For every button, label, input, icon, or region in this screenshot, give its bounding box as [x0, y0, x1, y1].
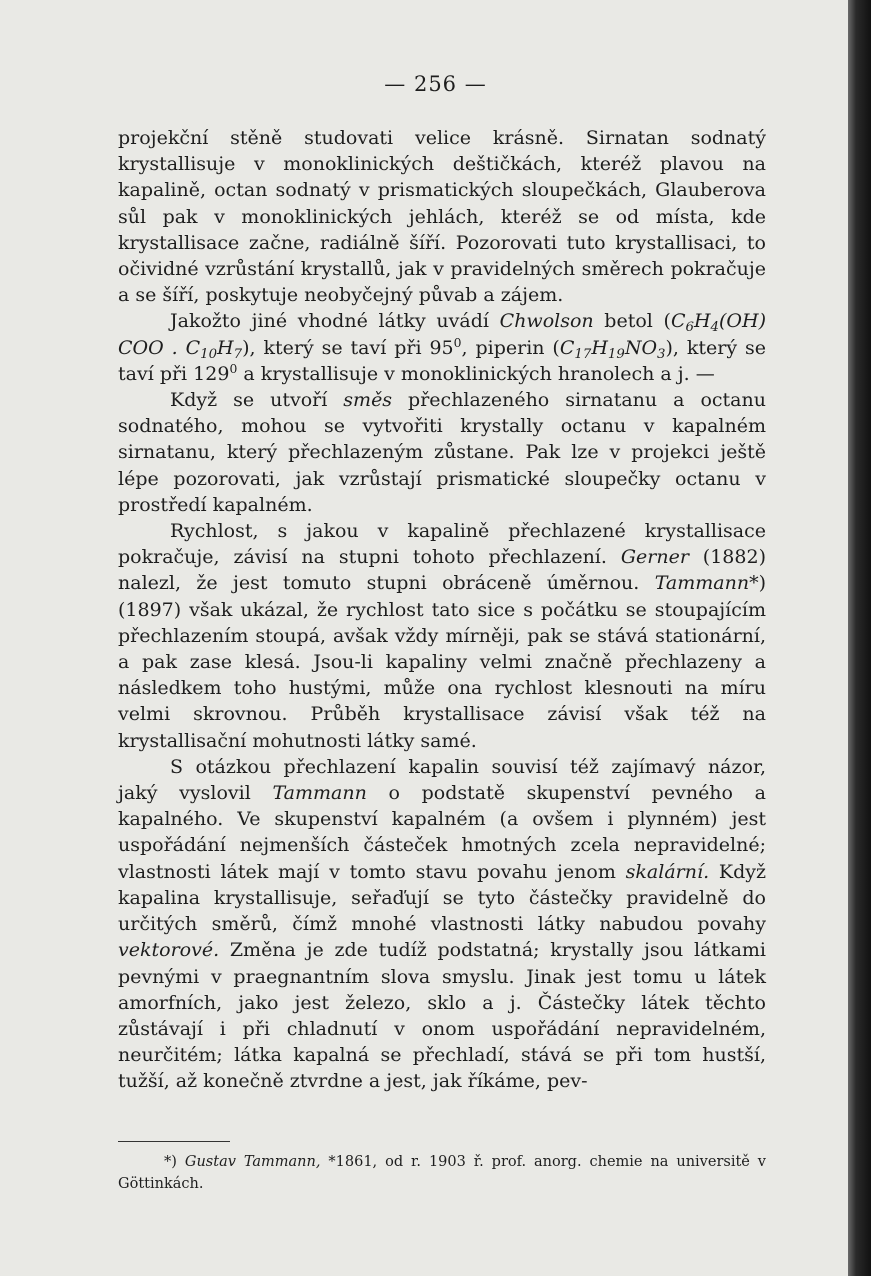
- paragraph-5: S otázkou přechlazení kapalin souvisí též zajímavý názor, jaký vyslovil Tammann o podstatě skupenství pevného a kapalného. Ve skupenství kapalném (a ovšem i plynném) jest uspořádání nejmenších částeček hmotných zcela nepravidelné; vlastnosti látek mají v tomto stavu povahu jenom skalární. Když kapalina krystallisuje, seřaďují se tyto částečky pravidelně do určitých směrů, čímž mnohé vlastnosti látky nabudou povahy vektorové. Změna je zde tudíž podstatná; krystally jsou látkami pevnými v praegnantním slova smyslu. Jinak jest tomu u látek amorfních, jako jest železo, sklo a j. Částečky látek těchto zůstávají i při chladnutí v onom uspořádání nepravidelném, neurčitém; látka kapalná se přechladí, stává se při tom hustší, tužší, až konečně ztvrdne a jest, jak říkáme, pev-: [118, 755, 767, 1093]
- term-skalarni: skalární.: [625, 860, 710, 883]
- paragraph-4: Rychlost, s jakou v kapalině přechlazené krystallisace pokračuje, závisí na stupni tohoto přechlazení. Gerner (1882) nalezl, že jest tomuto stupni obráceně úměrnou. Tammann*) (1897) však ukázal, že rychlost tato sice s počátku se stoupajícím přechlazením stoupá, avšak vždy mírněji, pak se stává stationární, a pak zase klesá. Jsou-li kapaliny velmi značně přechlazeny a následkem toho hustými, může ona rychlost klesnouti na míru velmi skrovnou. Průběh krystallisace závisí však též na krystallisační mohutnosti látky samé.: [118, 520, 766, 752]
- author-gerner: Gerner: [620, 546, 689, 569]
- emphasis-smes: směs: [343, 389, 393, 412]
- page-number: — 256 —: [384, 72, 487, 96]
- paragraph-2: Jakožto jiné vhodné látky uvádí Chwolson betol ($C_6H_4(OH)$ COO . $C_{10}H_7$), který se taví při $95^0$, piperin $(C_{17}H_{19}NO_3)$, který se taví při $129^0$ a krystallisuje v monoklinických hranolech a j. —: [118, 310, 766, 385]
- author-tammann: Tammann: [654, 572, 750, 595]
- footnote-mark: *): [164, 1154, 177, 1170]
- formula-piperin: $C_{17}H_{19}NO_3$: [559, 336, 666, 362]
- body-text: [118, 125, 766, 1095]
- author-tammann-2: Tammann: [272, 782, 367, 805]
- footnote: [118, 1151, 766, 1195]
- footnote-rule: [118, 1141, 230, 1142]
- formula-betol: $C_6H_4(OH)$ COO . $C_{10}H_7$: [118, 310, 766, 362]
- page-edge-shadow: [848, 0, 871, 1276]
- footnote-reference: *): [749, 572, 766, 595]
- author-chwolson: Chwolson: [499, 310, 594, 333]
- paragraph-1: projekční stěně studovati velice krásně. Sirnatan sodnatý krystallisuje v monoklinických deštičkách, kteréž plavou na kapalině, octan sodnatý v prismatických sloupečkách, Glauberova sůl pak v monoklinických jehlách, kteréž se od místa, kde krystallisace začne, radiálně šíří. Pozorovati tuto krystallisaci, to očividné vzrůstání krystallů, jak v pravidelných směrech pokračuje a se šíří, poskytuje neobyčejný půvab a zájem.: [118, 127, 766, 307]
- footnote-name: Gustav Tammann,: [184, 1154, 321, 1170]
- footnote-text: *1861, od r. 1903 ř. prof. anorg. chemie na universitě v Göttinkách.: [118, 1154, 767, 1192]
- paragraph-3: Když se utvoří směs přechlazeného sirnatanu a octanu sodnatého, mohou se vytvořiti krystally octanu v kapalném sirnatanu, který přechlazeným zůstane. Pak lze v projekci ještě lépe pozorovati, jak vzrůstají prismatické sloupečky octanu v prostředí kapalném.: [118, 389, 766, 516]
- term-vektorove: vektorové.: [118, 939, 220, 962]
